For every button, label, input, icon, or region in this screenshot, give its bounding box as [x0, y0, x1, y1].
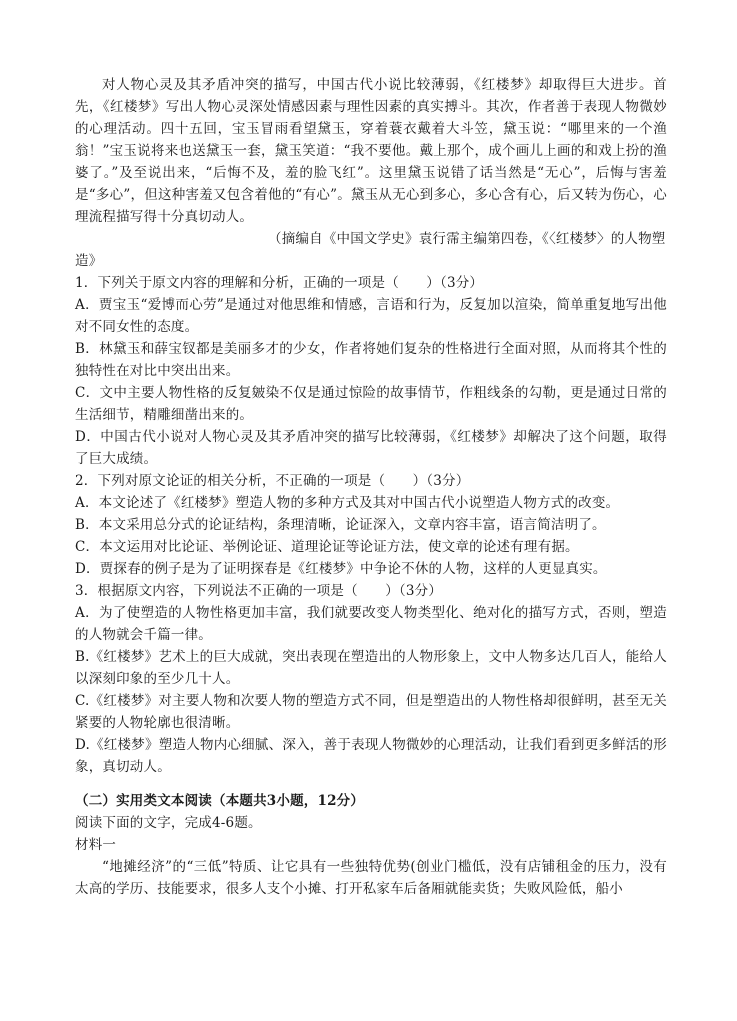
section-title: （二）实用类文本阅读（本题共3小题，12分） [75, 793, 365, 809]
question-stem: 2．下列对原文论证的相关分析，不正确的一项是（ ）（3分） [75, 473, 470, 489]
material-label: 材料一 [75, 837, 117, 853]
option-a: A．本文论述了《红楼梦》塑造人物的多种方式及其对中国古代小说塑造人物方式的改变。 [75, 495, 620, 511]
question-stem: 1．下列关于原文内容的理解和分析，正确的一项是（ ）（3分） [75, 275, 484, 291]
option-c: C．文中主要人物性格的反复皴染不仅是通过惊险的故事情节，作粗线条的勾勒，更是通过日常的生活细节，精雕细凿出来的。 [75, 385, 667, 423]
passage-paragraph: 对人物心灵及其矛盾冲突的描写，中国古代小说比较薄弱，《红楼梦》却取得巨大进步。首先，《红楼梦》写出人物心灵深处情感因素与理性因素的真实搏斗。其次，作者善于表现人物微妙的心理活动。四十五回，宝玉冒雨看望黛玉，穿着蓑衣戴着大斗笠，黛玉说：“哪里来的一个渔翁！”宝玉说将来也送黛玉一套，黛玉笑道：“我不要他。戴上那个，成个画儿上画的和戏上扮的渔婆了。”及至说出来，“后悔不及，羞的脸飞红”。这里黛玉说错了话当然是“无心”，后悔与害羞是“多心”，但这种害羞又包含着他的“有心”。黛玉从无心到多心，多心含有心，后又转为伤心，心理流程描写得十分真切动人。 [75, 77, 667, 225]
option-b: B．本文采用总分式的论证结构，条理清晰，论证深入，文章内容丰富，语言简洁明了。 [75, 517, 606, 533]
material-text: “地摊经济”的“三低”特质、让它具有一些独特优势(创业门槛低，没有店铺租金的压力，没有太高的学历、技能要求，很多人支个小摊、打开私家车后备厢就能卖货；失败风险低，船小 [75, 859, 667, 897]
section-instruction: 阅读下面的文字，完成4-6题。 [75, 815, 262, 831]
option-c: C.《红楼梦》对主要人物和次要人物的塑造方式不同，但是塑造出的人物性格却很鲜明，甚至无关紧要的人物轮廓也很清晰。 [75, 693, 667, 731]
option-b: B．林黛玉和薛宝钗都是美丽多才的少女，作者将她们复杂的性格进行全面对照，从而将其个性的独特性在对比中突出出来。 [75, 341, 667, 379]
option-d: D．中国古代小说对人物心灵及其矛盾冲突的描写比较薄弱，《红楼梦》却解决了这个问题，取得了巨大成绩。 [75, 429, 667, 467]
source-citation-line2: 造》 [75, 253, 103, 269]
question-stem: 3．根据原文内容，下列说法不正确的一项是（ ）（3分） [75, 583, 443, 599]
option-b: B.《红楼梦》艺术上的巨大成就，突出表现在塑造出的人物形象上，文中人物多达几百人，能给人以深刻印象的至少几十人。 [75, 649, 667, 687]
option-d: D．贾探春的例子是为了证明探春是《红楼梦》中争论不休的人物，这样的人更显真实。 [75, 561, 607, 577]
question-3 [75, 580, 667, 778]
option-d: D.《红楼梦》塑造人物内心细腻、深入，善于表现人物微妙的心理活动，让我们看到更多鲜活的形象，真切动人。 [75, 737, 667, 775]
document-page [75, 74, 667, 900]
option-a: A．贾宝玉“爱博而心劳”是通过对他思维和情感，言语和行为，反复加以渲染，简单重复地写出他对不同女性的态度。 [75, 297, 667, 335]
question-1 [75, 272, 667, 470]
option-a: A．为了使塑造的人物性格更加丰富，我们就要改变人物类型化、绝对化的描写方式，否则，塑造的人物就会千篇一律。 [75, 605, 667, 643]
source-citation-line1: （摘编自《中国文学史》袁行霈主编第四卷，《〈红楼梦〉的人物塑 [268, 231, 666, 247]
question-2 [75, 470, 667, 580]
option-c: C．本文运用对比论证、举例论证、道理论证等论证方法，使文章的论述有理有据。 [75, 539, 579, 555]
